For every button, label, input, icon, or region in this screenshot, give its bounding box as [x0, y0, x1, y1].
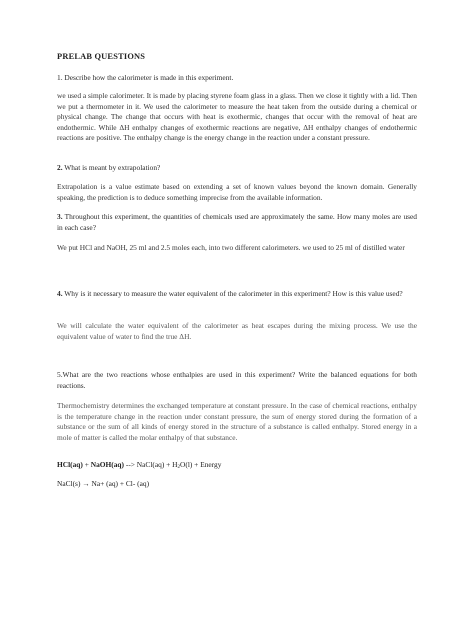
question-2-number: 2.: [57, 163, 63, 172]
answer-1: we used a simple calorimeter. It is made by placing styrene foam glass in a glass. Then we close it tightly with a lid. Then we put a thermometer in it. We used the calorimeter to measure the heat taken from the outside during a chemical or physical change. The change that occurs with heat is exothermic, changes that occur with the removal of heat are endothermic. While ΔH enthalpy changes of exothermic reactions are negative, ΔH enthalpy changes of endothermic reactions are positive. The enthalpy change is the energy change in the reaction under a constant pressure.: [57, 91, 417, 143]
question-3-text: Throughout this experiment, the quantities of chemicals used are approximately the same. How many moles are used in each case?: [57, 212, 417, 232]
equation-products-a: --> NaCl(aq) + H: [124, 460, 178, 469]
equation-naoh: NaOH(aq): [90, 460, 125, 469]
question-4: [57, 289, 417, 300]
question-2: [57, 163, 417, 174]
question-2-text: What is meant by extrapolation?: [64, 163, 161, 172]
equation-products-b: O(l) + Energy: [180, 460, 222, 469]
question-5: 5.What are the two reactions whose enthalpies are used in this experiment? Write the balanced equations for both reactions.: [57, 370, 417, 390]
page-title: PRELAB QUESTIONS: [57, 52, 146, 61]
answer-3: We put HCl and NaOH, 25 ml and 2.5 moles each, into two different calorimeters. we used to 25 ml of distilled water: [57, 243, 405, 252]
question-3: [57, 212, 417, 233]
answer-2: Extrapolation is a value estimate based on extending a set of known values beyond the known domain. Generally speaking, the prediction is to deduce something imprecise from the available information.: [57, 182, 417, 202]
equation-neutralization: [57, 460, 221, 471]
question-1: 1. Describe how the calorimeter is made in this experiment.: [57, 73, 234, 82]
equation-subscript: 2: [177, 465, 181, 470]
question-4-text: Why is it necessary to measure the water equivalent of the calorimeter in this experiment? How is this value used?: [64, 289, 403, 298]
question-3-number: 3.: [57, 212, 63, 221]
equation-hcl: HCl(aq): [57, 460, 83, 469]
equation-dissolution: NaCl(s) → Na+ (aq) + Cl- (aq): [57, 479, 150, 488]
answer-5: Thermochemistry determines the exchanged temperature at constant pressure. In the case of chemical reactions, enthalpy is the temperature change in the reaction under constant pressure, the sum of energy stored during the formation of a substance or the sum of all kinds of energy stored in the structure of a substance is called enthalpy. Stored energy in a mole of matter is called the molar enthalpy of that substance.: [57, 401, 417, 442]
equation-plus: +: [82, 460, 91, 469]
answer-4: We will calculate the water equivalent of the calorimeter as heat escapes during the mixing process. We use the equivalent value of water to find the true ΔH.: [57, 321, 417, 341]
question-4-number: 4.: [57, 289, 63, 298]
